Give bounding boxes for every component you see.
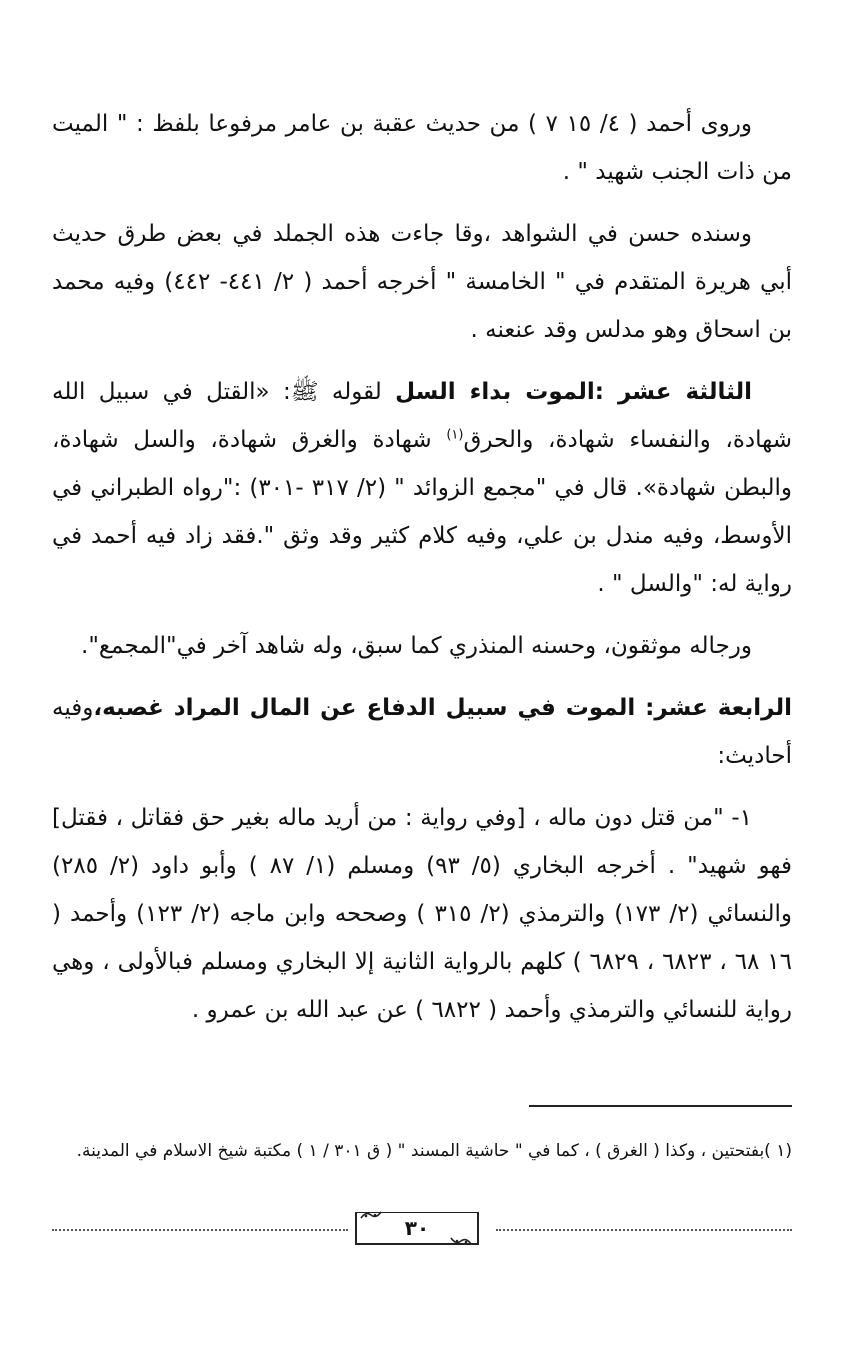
page-number-bar [52,1208,792,1248]
paragraph-chain-assessment [52,210,792,354]
ornament-icon [450,1236,472,1246]
paragraph-text: لقوله ﷺ: «القتل في سبيل الله شهادة، والنفساء شهادة، والحرق [52,379,793,453]
paragraph-ahmad-narration [52,100,792,196]
main-text [52,100,792,1048]
paragraph-text: وسنده حسن في الشواهد ،وقا جاءت هذه الجملد في بعض طرق حديث أبي هريرة المتقدم في " الخامسة " أخرجه أحمد ( ٢/ ٤٤١- ٤٤٢) وفيه محمد بن اسحاق وهو مدلس وقد عنعنه . [52,221,792,343]
paragraph-hadith-one [52,794,792,1034]
section-heading: الرابعة عشر: الموت في سبيل الدفاع عن المال المراد غصبه، [93,695,792,721]
paragraph-text: وروى أحمد ( ٤/ ١٥ ٧ ) من حديث عقبة بن عامر مرفوعا بلفظ : " الميت من ذات الجنب شهيد " . [52,111,792,185]
footnote-divider [529,1105,792,1107]
paragraph-narrators [52,622,792,670]
paragraph-text: شهادة والغرق شهادة، والسل شهادة، والبطن شهادة». قال في "مجمع الزوائد " (٢/ ٣١٧ -٣٠١) :"رواه الطبراني في الأوسط، وفيه مندل بن علي، وفيه كلام كثير وقد وثق ".فقد زاد فيه أحمد في رواية له: "والسل " . [52,427,792,597]
paragraph-text: ورجاله موثقون، وحسنه المنذري كما سبق، وله شاهد آخر في"المجمع". [81,633,752,659]
ornament-icon [360,1210,382,1220]
page-number: ٣٠ [404,1216,430,1240]
footnote [52,1133,792,1169]
paragraph-thirteenth [52,368,792,608]
dotted-rule-right [496,1229,792,1231]
dotted-rule-left [52,1229,348,1231]
paragraph-text: ١- "من قتل دون ماله ، [وفي رواية : من أريد ماله بغير حق فقاتل ، فقتل] فهو شهيد" . أخرجه البخاري (٥/ ٩٣) ومسلم (١/ ٨٧ ) وأبو داود (٢/ ٢٨٥) والنسائي (٢/ ١٧٣) والترمذي (٢/ ٣١٥ ) وصححه وابن ماجه (٢/ ١٢٣) وأحمد ( ١٦ ٦٨ ، ٦٨٢٣ ، ٦٨٢٩ ) كلهم بالرواية الثانية إلا البخاري ومسلم فبالأولى ، وهي رواية للنسائي والترمذي وأحمد ( ٦٨٢٢ ) عن عبد الله بن عمرو . [52,805,793,1023]
footnote-text: (١ )بفتحتين ، وكذا ( الغرق ) ، كما في " حاشية المسند " ( ق ٣٠١ / ١ ) مكتبة شيخ الاسلام في المدينة. [76,1141,792,1161]
paragraph-fourteenth [52,684,792,780]
paragraph-text: وفيه أحاديث: [52,695,792,769]
section-heading: الثالثة عشر :الموت بداء السل [395,379,753,405]
footnote-marker: (١) [446,427,464,443]
